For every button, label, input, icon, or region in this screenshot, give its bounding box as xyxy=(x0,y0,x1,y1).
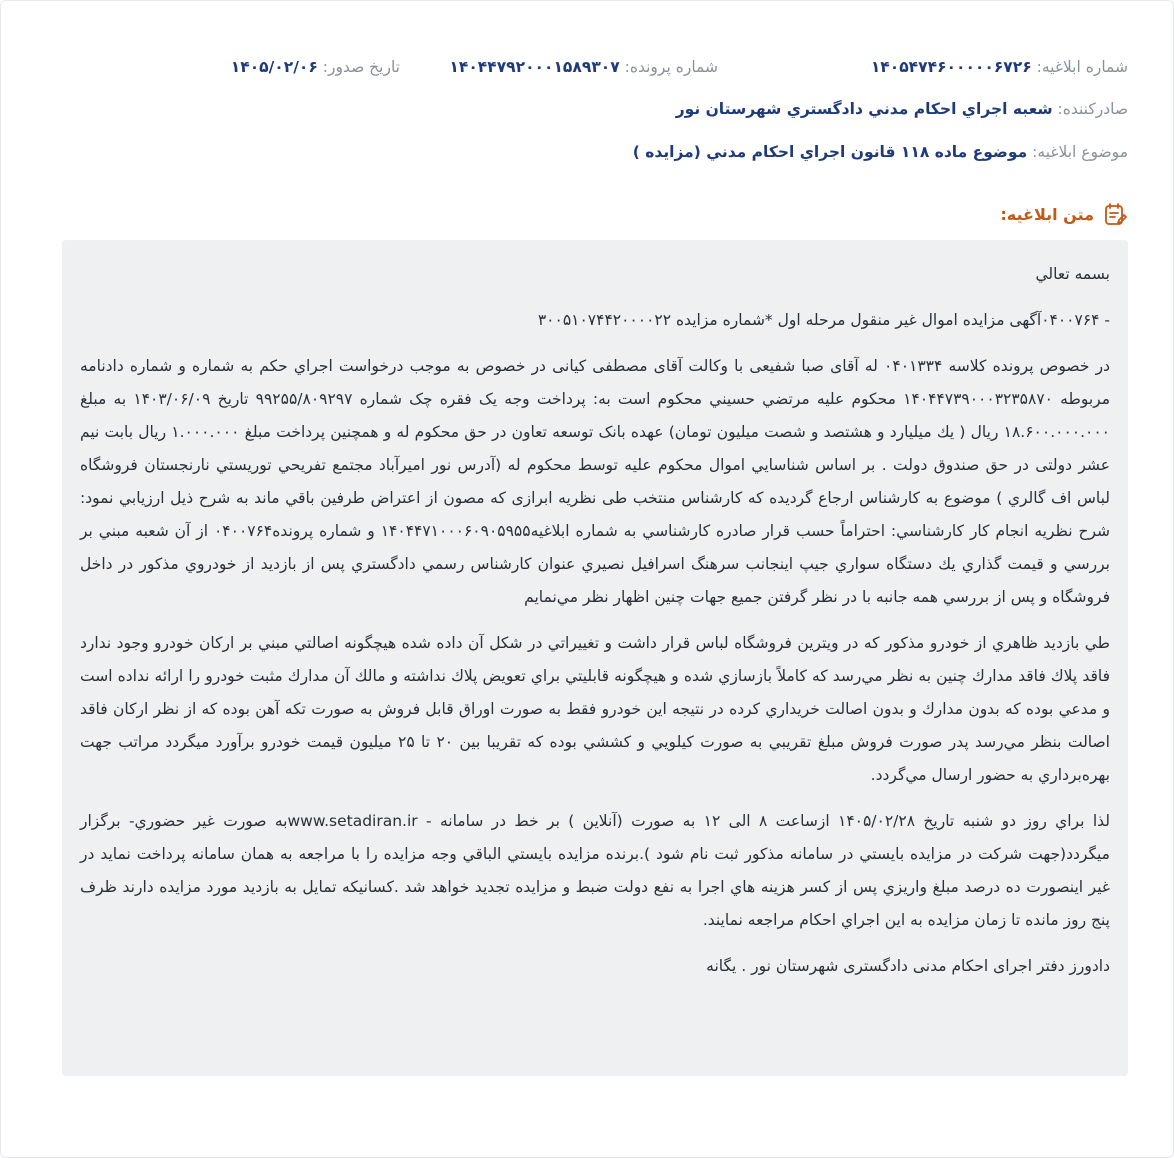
notice-number xyxy=(871,58,1128,76)
subject-value: موضوع ماده ۱۱۸ قانون اجراي احکام مدني (مزايده ) xyxy=(632,143,1028,161)
section-title xyxy=(1000,200,1128,228)
issue-date xyxy=(231,58,400,76)
issue-date-label: تاريخ صدور: xyxy=(322,58,400,76)
meta-row-subject xyxy=(46,143,1128,167)
notice-number-value: ۱۴۰۵۴۷۴۶۰۰۰۰۰۶۷۲۶ xyxy=(870,58,1032,76)
paragraph-auction-header: - ۰۴۰۰۷۶۴آگهی مزایده اموال غیر منقول مرحله اول *شماره مزایده ۳۰۰۵۱۰۷۴۴۲۰۰۰۰۲۲ xyxy=(537,311,1110,329)
paragraph-signature: دادورز دفتر اجرای احکام مدنی دادگستری شهرستان نور . یگانه xyxy=(706,957,1110,975)
notice-number-label: شماره ابلاغيه: xyxy=(1036,58,1128,76)
case-number xyxy=(449,58,718,76)
notice-text-panel xyxy=(62,240,1128,1076)
meta-row-numbers xyxy=(46,58,1128,82)
section-title-text: متن ابلاغيه: xyxy=(1000,204,1094,224)
issuer-value: شعبه اجراي احکام مدني دادگستري شهرستان نور xyxy=(675,100,1053,118)
paragraph-greeting: بسمه تعالي xyxy=(1035,265,1110,283)
document-icon xyxy=(1102,201,1128,227)
case-number-label: شماره پرونده: xyxy=(624,58,718,76)
issue-date-value: ۱۴۰۵/۰۲/۰۶ xyxy=(230,58,318,76)
paragraph-case-details: در خصوص پرونده کلاسه ۰۴۰۱۳۳۴ له آقای صبا شفیعی با وکالت آقای مصطفی کیانی در خصوص به موجب درخواست اجراي حکم به شماره و شماره دادنامه مربوطه ۱۴۰۴۴۷۳۹۰۰۰۳۲۳۵۸۷۰ محکوم عليه مرتضي حسيني محکوم است به: پرداخت وجه یک فقره چک شماره ۹۹۲۵۵/۸۰۹۲۹۷ تاریخ ۱۴۰۳/۰۶/۰۹ به مبلغ ۱۸.۶۰۰.۰۰۰.۰۰۰ ریال ( يك ميليارد و هشتصد و شصت ميليون تومان) عهده بانک توسعه تعاون در حق محکوم له و همچنین پرداخت مبلغ ۱.۰۰۰.۰۰۰ ریال بابت نیم عشر دولتی در حق صندوق دولت . بر اساس شناسايي اموال محکوم علیه توسط محکوم له (آدرس نور اميرآباد مجتمع تفريحي توريستي نارنجستان فروشگاه لباس اف گالري ) موضوع به کارشناس ارجاع گرديده که کارشناس منتخب طی نظریه ابرازی که مصون از اعتراض طرفين باقي ماند به شرح ذيل ارزيابي نمود: شرح نظريه انجام کار کارشناسي: احتراماً حسب قرار صادره کارشناسي به شماره ابلاغيه۱۴۰۴۴۷۱۰۰۰۶۰۹۰۵۹۵۵ و شماره پرونده۰۴۰۰۷۶۴ از آن شعبه مبني بر بررسي و قيمت گذاري يك دستگاه سواري جيپ اينجانب سرهنگ اسرافيل نصيري عنوان كارشناس رسمي دادگستري پس از بازديد از خودروي مذكور در داخل فروشگاه و پس از بررسي همه جانبه با در نظر گرفتن جميع جهات چنين اظهار نظر مي‌نمايم xyxy=(80,357,1110,606)
paragraph-auction-terms: لذا براي روز دو شنبه تاریخ ۱۴۰۵/۰۲/۲۸ ازساعت ۸ الی ۱۲ به صورت (آنلاین ) بر خط در سامانه - www.setadiran.irبه صورت غیر حضوري- برگزار ميگردد(جهت شرکت در مزايده بايستي در سامانه مذکور ثبت نام شود ).برنده مزايده بايستي الباقي وجه مزايده را با مراجعه به همان سامانه پرداخت نمايد در غير اينصورت ده درصد مبلغ واريزي پس از کسر هزينه هاي اجرا به نفع دولت ضبط و مزايده تجديد خواهد شد .کسانيکه تمايل به بازديد مورد مزايده دارند ظرف پنج روز مانده تا زمان مزايده به اين اجراي احکام مراجعه نمايند. xyxy=(80,812,1110,929)
issuer-label: صادرکننده: xyxy=(1057,100,1128,118)
case-number-value: ۱۴۰۴۴۷۹۲۰۰۰۱۵۸۹۳۰۷ xyxy=(449,58,620,76)
meta-row-issuer xyxy=(46,100,1128,124)
subject-label: موضوع ابلاغيه: xyxy=(1032,143,1128,161)
paragraph-inspection: طي بازديد ظاهري از خودرو مذكور كه در ويترين فروشگاه لباس قرار داشت و تغييراتي در شكل آن داده شده هيچگونه اصالتي مبني بر اركان خودرو وجود ندارد فاقد پلاك فاقد مدارك چنين به نظر مي‌رسد كه كاملاً بازسازي شده و هيچگونه قابليتي براي تعويض پلاك نداشته و مالك آن مدارك مثبت خودرو را ارائه نداده است و مدعي بوده كه بدون مدارك و بدون اصالت خريداري كرده در نتيجه اين خودرو فقط به صورت اوراق قابل فروش به صورت تكه آهن بوده كه از نظر اركان فاقد اصالت بنظر مي‌رسد پدر صورت فروش مبلغ تقريبي به صورت كيلويي و كششي بوده كه تقريبا بين ۲۰ تا ۲۵ ميليون قيمت خودرو برآورد ميگردد مراتب جهت بهره‌برداري به حضور ارسال مي‌گردد. xyxy=(80,634,1110,784)
